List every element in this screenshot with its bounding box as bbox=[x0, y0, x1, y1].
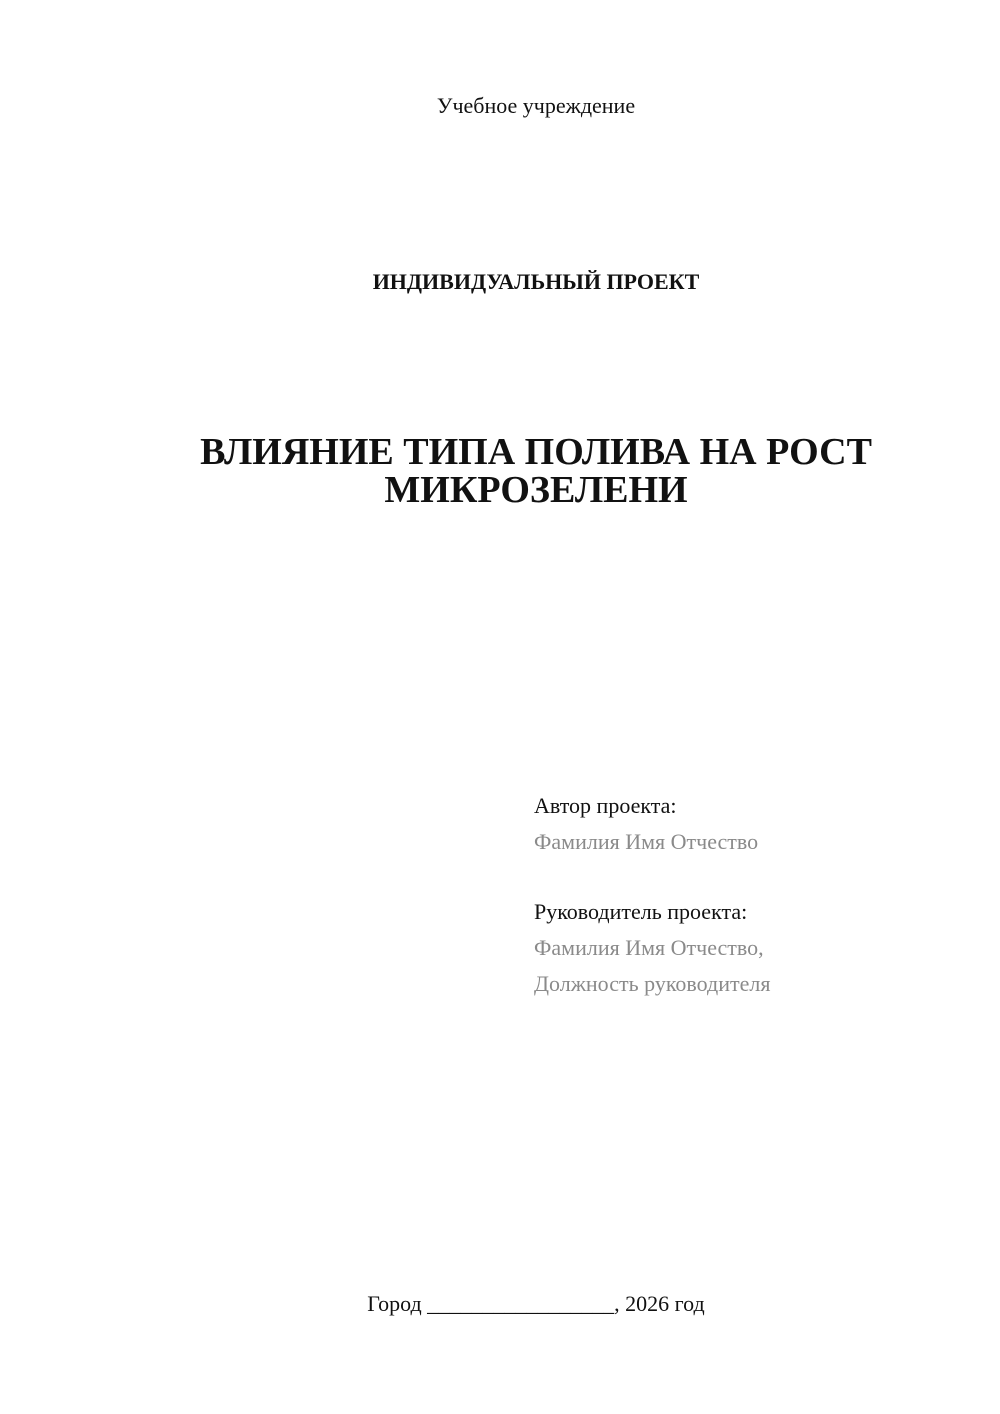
supervisor-name: Фамилия Имя Отчество, bbox=[534, 935, 764, 960]
project-title-line-2: МИКРОЗЕЛЕНИ bbox=[384, 469, 688, 511]
author-label: Автор проекта: bbox=[534, 793, 677, 818]
author-name: Фамилия Имя Отчество bbox=[534, 829, 759, 854]
city-year-line: Город _________________, 2026 год bbox=[367, 1291, 705, 1316]
project-title-line-1: ВЛИЯНИЕ ТИПА ПОЛИВА НА РОСТ bbox=[200, 431, 872, 473]
document-type: ИНДИВИДУАЛЬНЫЙ ПРОЕКТ bbox=[372, 269, 700, 294]
supervisor-label: Руководитель проекта: bbox=[534, 899, 748, 924]
institution-name: Учебное учреждение bbox=[436, 93, 636, 118]
supervisor-position: Должность руководителя bbox=[534, 971, 771, 996]
project-title bbox=[140, 433, 932, 509]
info-spacer bbox=[534, 860, 974, 894]
project-info-block bbox=[534, 788, 974, 1002]
